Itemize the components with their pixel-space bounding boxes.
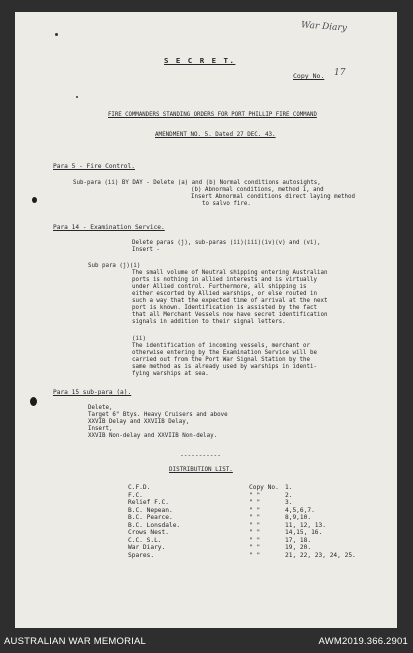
distribution-row-name: C.F.D.	[128, 484, 151, 491]
para15-line: Delete,	[88, 405, 113, 411]
handwritten-note: War Diary	[300, 20, 348, 34]
distribution-heading: DISTRIBUTION LIST.	[169, 467, 233, 473]
distribution-row-copy-label: " "	[249, 536, 261, 544]
distribution-row-copy-label: " "	[249, 529, 261, 536]
para15-line: Insert,	[88, 426, 113, 432]
distribution-row-copies: 3.	[285, 499, 293, 506]
copy-label: Copy No.	[293, 72, 325, 80]
para14-body-line: The small volume of Neutral shipping entering Australian	[132, 270, 328, 276]
distribution-row-name: F.C.	[128, 491, 143, 499]
para14-body-line: The identification of incoming vessels, merchant or	[132, 343, 310, 349]
paper-mark	[55, 33, 58, 36]
para14-heading: Para 14 - Examination Service.	[53, 224, 165, 231]
para14-body-line: same method as is already used by warships in identi-	[132, 364, 317, 370]
distribution-row-copies: 21, 22, 23, 24, 25.	[285, 551, 356, 559]
distribution-row-name: B.C. Nepean.	[128, 506, 173, 514]
para15-line: Target 6" Btys. Heavy Cruisers and above	[88, 412, 228, 418]
document-title: FIRE COMMANDERS STANDING ORDERS FOR PORT PHILLIP FIRE COMMAND	[108, 112, 317, 118]
para14-body-line: otherwise entering by the Examination Service will be	[132, 350, 317, 356]
paper-mark	[76, 96, 78, 98]
distribution-row-copy-label: " "	[249, 499, 261, 506]
punch-hole-lower	[30, 397, 37, 406]
para14-body-line: that all Merchant Vessels now have secret identification	[132, 312, 328, 318]
distribution-row-copies: 1.	[285, 484, 293, 491]
separator: -----------	[180, 452, 221, 459]
distribution-row-name: Relief F.C.	[128, 499, 169, 506]
para5-heading: Para 5 - Fire Control.	[53, 163, 135, 170]
distribution-row-name: B.C. Lonsdale.	[128, 521, 181, 529]
para15-line: XXVIB Delay and XXVIIB Delay,	[88, 419, 190, 425]
distribution-row-copy-label: " "	[249, 491, 261, 499]
para5-line: Sub-para (ii) BY DAY - Delete (a) and (b) Normal conditions autosights,	[73, 180, 321, 186]
accession-number: AWM2019.366.2901	[318, 636, 408, 647]
para15-line: XXVIB Non-delay and XXVIIB Non-delay.	[88, 433, 218, 439]
para14-body-line: port is known. Identification is assisted by the fact	[132, 305, 317, 311]
amendment-line: AMENDMENT NO. 5. Dated 27 DEC. 43.	[155, 132, 276, 138]
classification: S E C R E T.	[164, 56, 236, 65]
distribution-row-copies: 19, 20.	[285, 544, 312, 551]
punch-hole-upper	[32, 197, 37, 203]
distribution-row-name: Spares.	[128, 551, 155, 559]
distribution-row-copy-label: " "	[249, 506, 261, 514]
para14-body-line: ports is nothing in allied interests and is virtually	[132, 277, 317, 283]
institution-credit: AUSTRALIAN WAR MEMORIAL	[4, 636, 147, 647]
distribution-row-name: B.C. Pearce.	[128, 514, 173, 521]
para15-heading: Para 15 sub-para (a).	[53, 389, 132, 396]
para5-line: to salvo fire.	[202, 201, 251, 207]
distribution-row-copy-label: " "	[249, 544, 261, 551]
distribution-row-name: War Diary.	[128, 544, 166, 551]
distribution-row-copies: 17, 18.	[285, 536, 312, 544]
copy-number: 17	[334, 68, 346, 78]
para14-body-line: under Allied control. Furthermore, all shipping is	[132, 284, 307, 290]
para14-body-line: signals in addition to their signal letters.	[132, 319, 286, 325]
distribution-row-name: Crows Nest.	[128, 529, 169, 536]
distribution-row-copies: 11, 12, 13.	[285, 521, 326, 529]
distribution-row-copies: 4,5,6,7.	[285, 506, 315, 514]
para14-body-line: fying warships at sea.	[132, 371, 209, 377]
para5-line: Insert Abnormal conditions direct laying method	[191, 194, 356, 200]
sub-para-label: Sub para (j)(i)	[88, 263, 141, 269]
para14-body-line: either escorted by Allied warships, or else routed in	[132, 291, 317, 297]
para14-delete-line: Delete paras (j), sub-paras (ii)(iii)(iv)(v) and (vi),	[132, 240, 321, 246]
distribution-row-copy-label: " "	[249, 521, 261, 529]
distribution-row-name: C.C. S.L.	[128, 536, 162, 544]
para14-body-line: carried out from the Port War Signal Station by the	[132, 357, 310, 363]
distribution-row-copies: 8,9,10.	[285, 514, 312, 521]
distribution-row-copies: 2.	[285, 491, 293, 499]
distribution-row-copy-label: Copy No.	[249, 484, 279, 491]
distribution-row-copies: 14,15, 16.	[285, 529, 323, 536]
distribution-row-copy-label: " "	[249, 514, 261, 521]
para14-delete-line: Insert -	[132, 247, 160, 253]
para5-line: (b) Abnormal conditions, method 1, and	[191, 187, 324, 193]
sub-para-label-2: (ii)	[132, 336, 146, 342]
distribution-row-copy-label: " "	[249, 551, 261, 559]
para14-body-line: such a way that the expected time of arrival at the next	[132, 298, 328, 304]
